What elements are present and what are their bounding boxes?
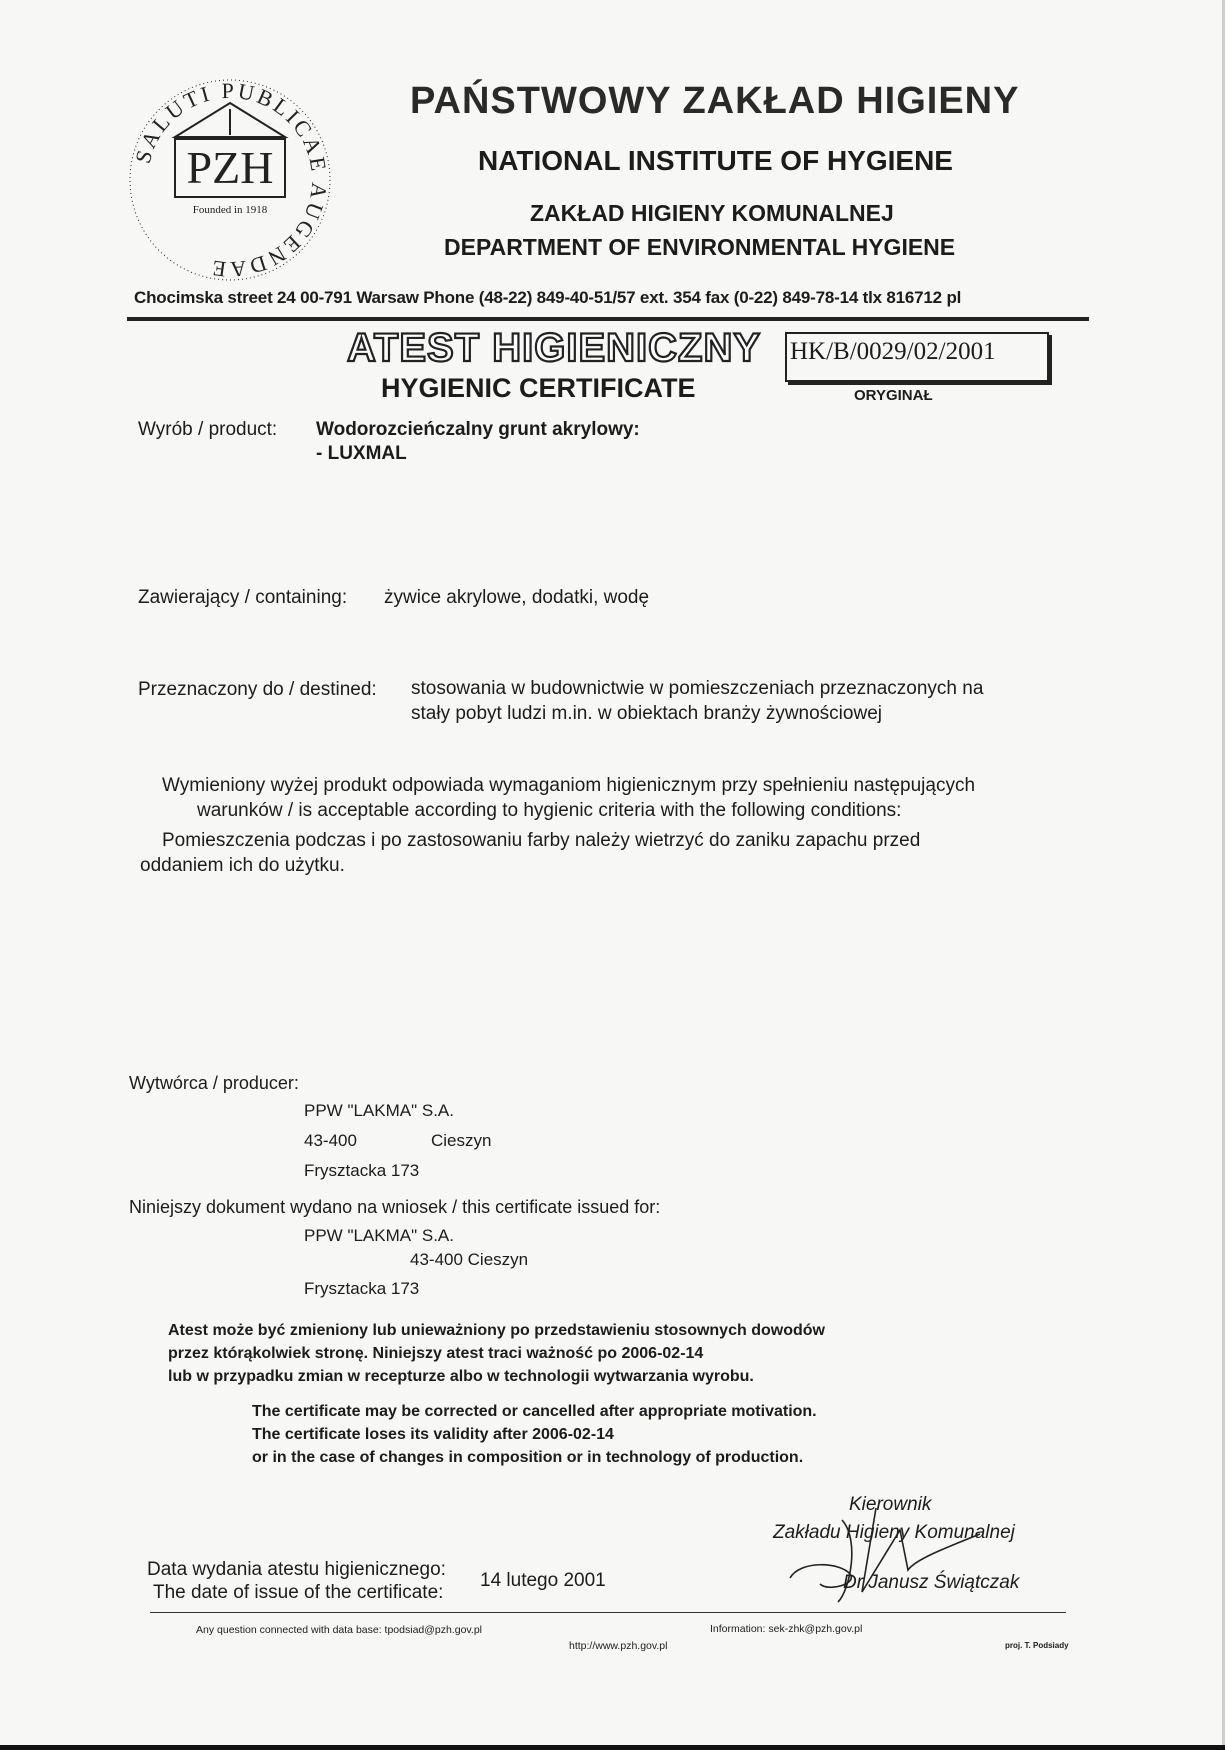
certificate-title-pl: ATEST HIGIENICZNY	[347, 326, 762, 370]
footer-information-contact: Information: sek-zhk@pzh.gov.pl	[710, 1623, 863, 1635]
certificate-title-en: HYGIENIC CERTIFICATE	[381, 373, 696, 403]
conditions-line-1: Wymieniony wyżej produkt odpowiada wymaganiom higienicznym przy spełnieniu następujących	[162, 775, 976, 796]
footer-website-link[interactable]: http://www.pzh.gov.pl	[569, 1640, 668, 1652]
seal-motto: SALUTI PUBLICAE AUGENDAE	[129, 77, 333, 283]
producer-city: Cieszyn	[431, 1131, 492, 1150]
certificate-number: HK/B/0029/02/2001	[790, 338, 996, 365]
containing-label: Zawierający / containing:	[138, 587, 348, 608]
signatory-name: Dr Janusz Świątczak	[843, 1572, 1020, 1593]
product-label: Wyrób / product:	[138, 419, 278, 440]
institute-name-pl: PAŃSTWOWY ZAKŁAD HIGIENY	[410, 80, 1020, 122]
conditions-line-3: Pomieszczenia podczas i po zastosowaniu farby należy wietrzyć do zaniku zapachu przed	[162, 830, 921, 851]
validity-note-pl-2: przez którąkolwiek stronę. Niniejszy atest traci ważność po 2006-02-14	[168, 1345, 704, 1362]
producer-street: Frysztacka 173	[304, 1161, 420, 1180]
issue-date-value: 14 lutego 2001	[480, 1570, 606, 1591]
validity-note-pl-1: Atest może być zmieniony lub unieważniony po przedstawieniu stosownych dowodów	[168, 1322, 825, 1339]
validity-note-en-3: or in the case of changes in composition or in technology of production.	[252, 1449, 804, 1466]
producer-postcode: 43-400	[304, 1131, 357, 1150]
footer-project-credit: proj. T. Podsiady	[1005, 1641, 1069, 1650]
footer-database-contact: Any question connected with data base: tpodsiad@pzh.gov.pl	[196, 1624, 482, 1636]
producer-label: Wytwórca / producer:	[129, 1073, 299, 1093]
validity-note-pl-3: lub w przypadku zmian w recepturze albo w technologii wytwarzania wyrobu.	[168, 1368, 754, 1385]
signatory-title-1: Kierownik	[849, 1494, 932, 1515]
conditions-line-2: warunków / is acceptable according to hygienic criteria with the following conditions:	[197, 800, 902, 821]
signatory-title-2: Zakładu Higieny Komunalnej	[773, 1522, 1015, 1543]
department-name-en: DEPARTMENT OF ENVIRONMENTAL HYGIENE	[444, 234, 956, 260]
containing-value: żywice akrylowe, dodatki, wodę	[384, 587, 650, 608]
issued-for-name: PPW "LAKMA" S.A.	[304, 1226, 454, 1245]
handwritten-signature	[780, 1500, 990, 1610]
destined-label: Przeznaczony do / destined:	[138, 679, 377, 700]
department-name-pl: ZAKŁAD HIGIENY KOMUNALNEJ	[530, 200, 894, 226]
issue-date-label-en: The date of issue of the certificate:	[153, 1582, 444, 1603]
issue-date-label-pl: Data wydania atestu higienicznego:	[147, 1559, 446, 1580]
product-variant: - LUXMAL	[316, 443, 407, 464]
validity-note-en-2: The certificate loses its validity after 2006-02-14	[252, 1426, 614, 1443]
footer-divider	[150, 1612, 1066, 1613]
issued-for-street: Frysztacka 173	[304, 1279, 420, 1298]
header-divider	[127, 317, 1089, 321]
original-stamp: ORYGINAŁ	[854, 387, 933, 404]
validity-note-en-1: The certificate may be corrected or cancelled after appropriate motivation.	[252, 1403, 817, 1420]
pzh-logo-seal	[125, 75, 335, 285]
destined-line-1: stosowania w budownictwie w pomieszczeniach przeznaczonych na	[411, 678, 984, 699]
institute-address: Chocimska street 24 00-791 Warsaw Phone (48-22) 849-40-51/57 ext. 354 fax (0-22) 849-78-14 tlx 816712 pl	[134, 288, 962, 307]
product-name: Wodorozcieńczalny grunt akrylowy:	[316, 419, 640, 440]
pzh-seal-graphic	[125, 75, 335, 285]
seal-initials: PZH	[186, 142, 274, 193]
conditions-line-4: oddaniem ich do użytku.	[140, 855, 345, 876]
scan-bottom-edge	[0, 1745, 1225, 1750]
producer-name: PPW "LAKMA" S.A.	[304, 1101, 454, 1120]
issued-for-label: Niniejszy dokument wydano na wniosek / this certificate issued for:	[129, 1197, 661, 1217]
seal-founded: Founded in 1918	[192, 204, 268, 216]
destined-line-2: stały pobyt ludzi m.in. w obiektach branży żywnościowej	[411, 703, 882, 724]
issued-for-city: 43-400 Cieszyn	[410, 1250, 529, 1269]
institute-name-en: NATIONAL INSTITUTE OF HYGIENE	[478, 145, 953, 176]
